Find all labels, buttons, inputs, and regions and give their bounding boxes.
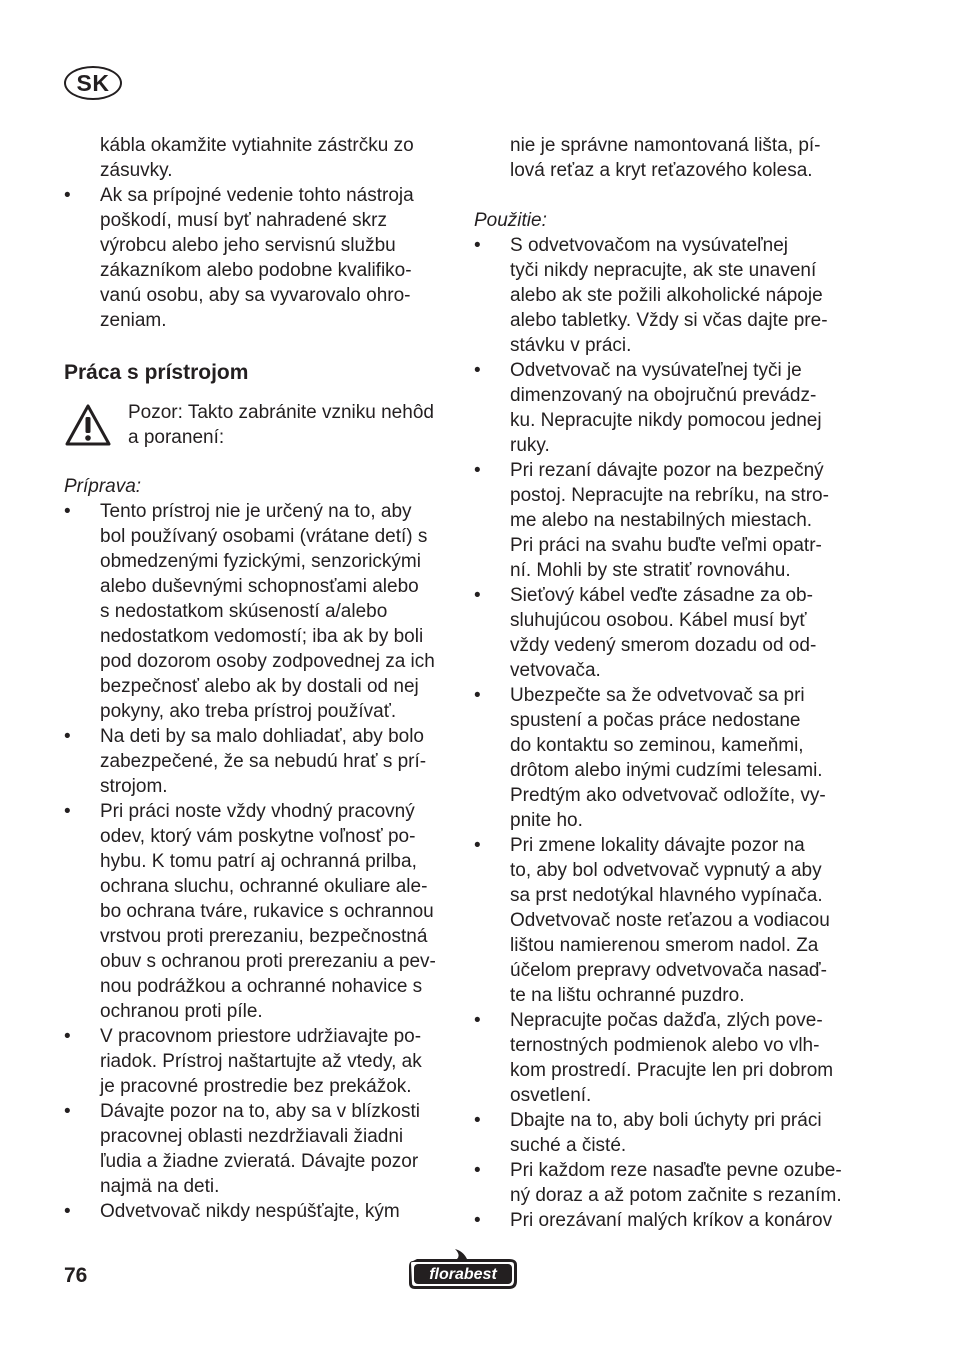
warning-text: Pozor: Takto zabránite vzniku nehôd a poranení: [128, 402, 434, 448]
list-item: • Pri každom reze nasaďte pevne ozube- ný doraz a až potom začnite s rezaním. [474, 1160, 842, 1206]
bullet-icon: • [64, 1201, 71, 1222]
list-item: • Pri rezaní dávajte pozor na bezpečný postoj. Nepracujte na rebríku, na stro- me alebo na nestabilných miestach. Pri práci na svahu buďte veľmi opatr- ní. Mohli by ste stratiť rovnováhu. [474, 460, 829, 581]
bullet-icon: • [474, 835, 481, 856]
bullet-icon: • [474, 685, 481, 706]
bullet-icon: • [64, 726, 71, 747]
language-badge: SK [64, 66, 122, 100]
subsection-label: Použitie: [474, 210, 547, 231]
page-number: 76 [64, 1264, 88, 1287]
warning-triangle-icon [64, 403, 112, 447]
list-item: • V pracovnom priestore udržiavajte po- riadok. Prístroj naštartujte až vtedy, ak je pracovné prostredie bez prekážok. [64, 1026, 422, 1097]
subsection-label: Príprava: [64, 476, 142, 497]
right-column [474, 133, 864, 1233]
list-item: • Ak sa prípojné vedenie tohto nástroja poškodí, musí byť nahradené skrz výrobcu alebo jeho servisnú službu zákazníkom alebo podobne kvalifiko- vanú osobu, aby sa vyvarovalo ohro- zeniam. [64, 185, 414, 331]
bullet-icon: • [474, 1210, 481, 1231]
list-item: • S odvetvovačom na vysúvateľnej tyči nikdy nepracujte, ak ste unavení alebo ak ste požili alkoholické nápoje alebo tabletky. Vždy si včas dajte pre- stávku v práci. [474, 235, 828, 356]
florabest-logo [405, 1247, 521, 1291]
bullet-icon: • [474, 460, 481, 481]
list-item: • Pri práci noste vždy vhodný pracovný odev, ktorý vám poskytne voľnosť po- hybu. K tomu patrí aj ochranná prilba, ochrana sluchu, ochranné okuliare ale- bo ochrana tváre, rukavice s ochrannou vrstvou proti prerezaniu, bezpečnostná obuv s ochranou proti prerezaniu a pev- nou podrážkou a ochranné nohavice s ochranou proti píle. [64, 801, 436, 1022]
bullet-icon: • [64, 501, 71, 522]
list-item: • Sieťový kábel veďte zásadne za ob- sluhujúcou osobou. Kábel musí byť vždy vedený smerom dozadu od od- vetvovača. [474, 585, 817, 681]
section-heading: Práca s prístrojom [64, 361, 249, 384]
logo-text: florabest [429, 1266, 497, 1283]
bullet-icon: • [474, 1010, 481, 1031]
list-item: • Dbajte na to, aby boli úchyty pri práci suché a čisté. [474, 1110, 822, 1156]
bullet-icon: • [64, 801, 71, 822]
warning-note [64, 400, 449, 458]
list-item: • Nepracujte počas dažďa, zlých pove- ternostných podmienok alebo vo vlh- kom prostredí. Pracujte len pri dobrom osvetlení. [474, 1010, 834, 1106]
list-item: • Pri zmene lokality dávajte pozor na to, aby bol odvetvovač vypnutý a aby sa prst nedotýkal hlavného vypínača. Odvetvovač noste reťazou a vodiacou lištou namierenou smerom nadol. Za účelom prepravy odvetvovača nasaď- te na lištu ochranné puzdro. [474, 835, 830, 1006]
left-column [64, 133, 449, 1224]
list-item: • Dávajte pozor na to, aby sa v blízkosti pracovnej oblasti nezdržiavali žiadni ľudia a žiadne zvieratá. Dávajte pozor najmä na deti. [64, 1101, 420, 1197]
intro-continuation: kábla okamžite vytiahnite zástrčku zo zásuvky. [100, 135, 414, 181]
bullet-icon: • [474, 585, 481, 606]
bullet-icon: • [64, 185, 71, 206]
list-item: • Odvetvovač nikdy nespúšťajte, kým [64, 1201, 400, 1222]
list-item: • Pri orezávaní malých kríkov a konárov [474, 1210, 833, 1231]
list-item: • Ubezpečte sa že odvetvovač sa pri spustení a počas práce nedostane do kontaktu so zeminou, kameňmi, drôtom alebo inými cudzími telesami. Predtým ako odvetvovač odložíte, vy- pnite ho. [474, 685, 826, 831]
list-item: • Na deti by sa malo dohliadať, aby bolo zabezpečené, že sa nebudú hrať s prí- strojom. [64, 726, 427, 797]
bullet-icon: • [474, 235, 481, 256]
bullet-icon: • [474, 360, 481, 381]
bullet-icon: • [474, 1160, 481, 1181]
list-item: • Tento prístroj nie je určený na to, aby bol používaný osobami (vrátane detí) s obmedzenými fyzickými, senzorickými alebo duševnými schopnosťami alebo s nedostatkom skúseností a/alebo nedostatkom vedomostí; iba ak by boli pod dozorom osoby zodpovednej za ich bezpečnosť alebo ak by dostali od nej pokyny, ako treba prístroj používať. [64, 501, 435, 722]
bullet-icon: • [474, 1110, 481, 1131]
intro-continuation: nie je správne namontovaná lišta, pí- lová reťaz a kryt reťazového kolesa. [510, 135, 821, 181]
bullet-icon: • [64, 1101, 71, 1122]
list-item: • Odvetvovač na vysúvateľnej tyči je dimenzovaný na obojručnú prevádz- ku. Nepracujte nikdy pomocou jednej ruky. [474, 360, 822, 456]
bullet-icon: • [64, 1026, 71, 1047]
